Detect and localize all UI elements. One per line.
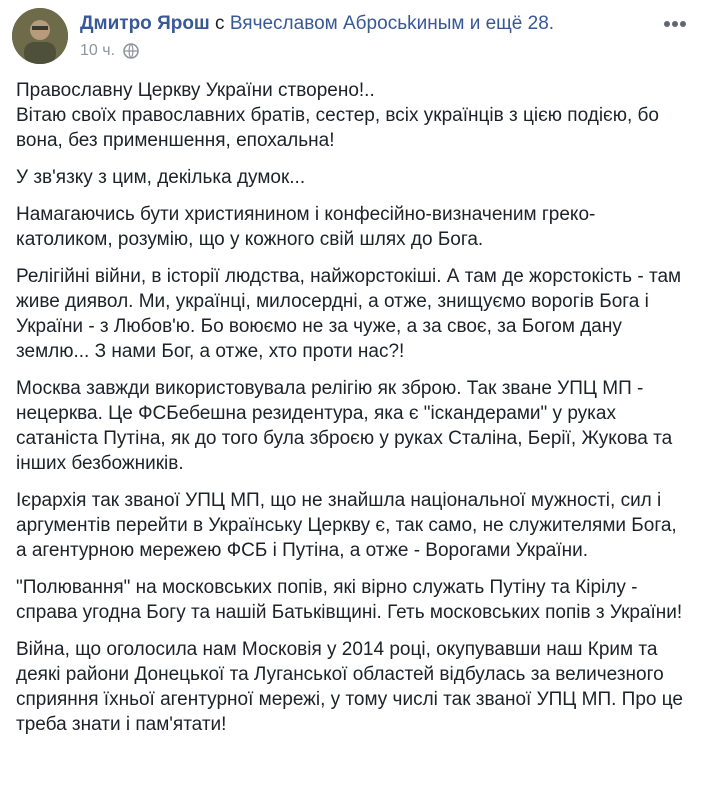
paragraph-4: Релігійні війни, в історії людства, найжорстокіші. А там де жорстокість - там живе диявол. Ми, українці, милосердні, а отже, знищуємо ворогів Бога і України - з Любов'ю. Бо воюємо не за чуже, а за своє, за Богом дану землю... З нами Бог, а отже, хто проти нас?! [16,266,682,362]
avatar-image [12,8,68,64]
paragraph-8: Війна, що оголосила нам Московія у 2014 році, окупувавши наш Крим та деякі райони Донецької та Луганської областей відбулась за величезного сприяння їхньої агентурної мережі, у тому числі так званої УПЦ МП. Про це треба знати і пам'ятати! [16,639,683,735]
paragraph-1: Православну Церкву України створено!.. Вітаю своїх православних братів, сестер, всіх українців з цією подією, бо вона, без применшення, епохальна! [16,80,659,151]
author-name[interactable]: Дмитро Ярош [80,13,210,34]
paragraph-3: Намагаючись бути християнином і конфесійно-визначеним греко-католиком, розумію, що у кожного свій шлях до Бога. [16,204,596,250]
tagged-people-link[interactable]: Вячеславом Абросьkиным и ещё 28. [229,13,555,34]
paragraph-2: У зв'язку з цим, декілька думок... [16,167,306,188]
with-text: с [209,13,230,34]
globe-icon[interactable] [123,43,139,59]
post-header [12,8,690,64]
paragraph-6: Ієрархія так званої УПЦ МП, що не знайшла національної мужності, сил і аргументів перейти в Українську Церкву є, так само, не служителями Бога, а агентурною мережею ФСБ і Путіна, а отже - Ворогами України. [16,490,677,561]
more-icon[interactable] [660,14,690,34]
post-time[interactable]: 10 ч. [80,42,116,59]
paragraph-5: Москва завжди використовувала релігію як зброю. Так зване УПЦ МП - нецерква. Це ФСБебешна резидентура, яка є "іскандерами" у руках сатаніста Путіна, як до того була зброєю у руках Сталіна, Берії, Жукова та інших безбожників. [16,378,673,474]
paragraph-7: "Полювання" на московських попів, які вірно служать Путіну та Кірілу - справа угодна Богу та нашій Батьківщині. Геть московських попів з України! [16,577,683,623]
post-body [16,78,684,749]
author-line [80,12,554,36]
author-avatar[interactable] [12,8,68,64]
post-meta [80,42,139,60]
